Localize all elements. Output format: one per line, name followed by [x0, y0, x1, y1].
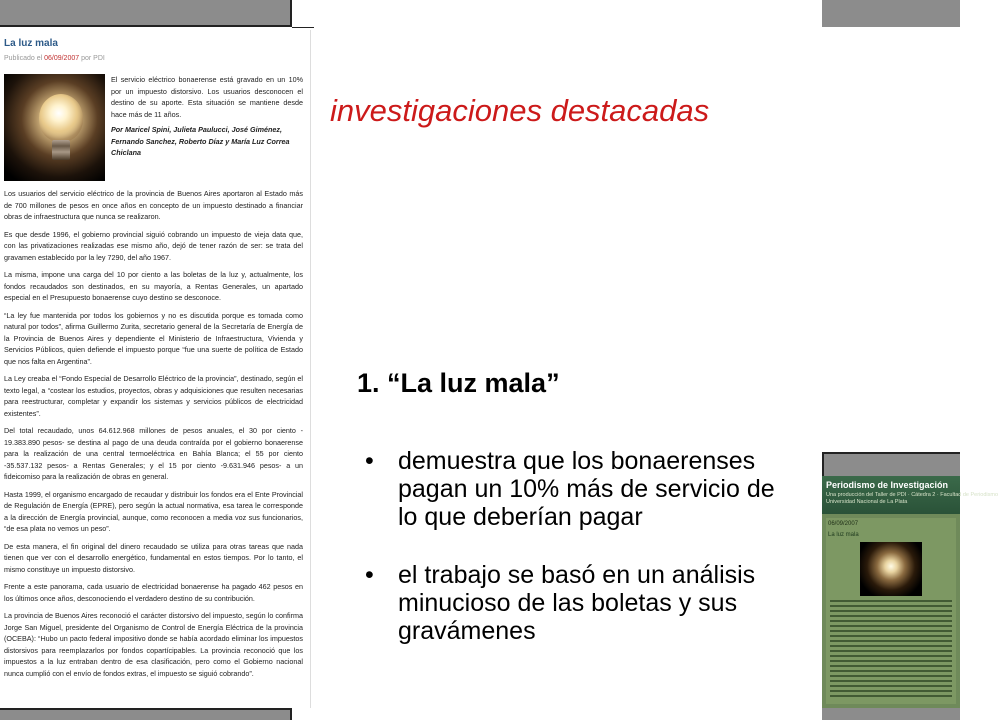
meta-date: 06/09/2007	[44, 55, 80, 62]
article-paragraph: Del total recaudado, unos 64.612.968 millones de pesos anuales, el 30 por ciento - 19.383.890 pesos- se destina al pago de una deuda contraída por el gobierno bonaerense para la realización de una central termoeléctrica en Bahía Blanca; el 55 por ciento -35.537.132 pesos- a Rentas Generales; y el 15 por ciento -9.631.946 pesos- a un fideicomiso para la realización de obras en general.	[4, 426, 303, 481]
slide-bullet-list	[365, 447, 795, 675]
article-paragraph: La provincia de Buenos Aires reconoció el carácter distorsivo del impuesto, según lo confirma Jorge San Miguel, presidente del Organismo de Control de Energía Eléctrica de la provincia (OCEBA): “Hubo un pacto federal impositivo donde se había acordado eliminar los impuestos distorsivos para reemplazarlos por fondos copartícipables. La provincia reconoció que los impuestos a la luz entraban dentro de esa clasificación, pero como el Gobierno nacional nunca cumplió con el envío de fondos extras, el impuesto se siguió cobrando”.	[4, 611, 303, 678]
article-screenshot	[0, 30, 311, 708]
slide-subheading: 1. “La luz mala”	[357, 368, 560, 398]
thumbnail-subtitle	[826, 492, 998, 506]
bullet-text: el trabajo se basó en un análisis minucioso de las boletas y sus gravámenes	[398, 561, 756, 645]
article-paragraph: Hasta 1999, el organismo encargado de recaudar y distribuir los fondos era el Ente Provincial de Regulación de Energía (EPRE), pero según la actual normativa, esa tarea le corresponde a la dirección de Energía provincial, aunque, como reconocen a media voz sus funcionarios, “de esa plata no vemos un peso”.	[4, 489, 303, 533]
article-lead: El servicio eléctrico bonaerense está gravado en un 10% por un impuesto distorsivo. Los usuarios desconocen el destino de su aporte. Esta situación se mantiene desde hace más de 11 años.	[111, 75, 303, 119]
thumbnail-subtitle-line: Universidad Nacional de La Plata	[826, 499, 908, 505]
top-left-frame-bar	[0, 0, 292, 27]
website-thumbnail	[822, 476, 998, 708]
article-paragraph: Es que desde 1996, el gobierno provincial siguió cobrando un impuesto de vieja data que, con las privatizaciones realizadas ese mismo año, dejó de tener razón de ser: se trata del gravamen establecido por la ley 7290, del año 1967.	[4, 229, 303, 262]
article-paragraph: Los usuarios del servicio eléctrico de la provincia de Buenos Aires aportaron al Estado más de 700 millones de pesos en once años en concepto de un impuesto destinado a financiar obras de infraestructura que nunca se realizaron.	[4, 189, 303, 221]
slide-heading: investigaciones destacadas	[330, 93, 710, 128]
article-authors: Por Maricel Spini, Julieta Paulucci, José Giménez, Fernando Sanchez, Roberto Díaz y María Luz Correa Chiclana	[111, 125, 290, 157]
article-paragraph: “La ley fue mantenida por todos los gobiernos y no es discutida porque es tomada como natural por todos”, afirma Guillermo Zurita, secretario general de la Secretaría de Energía de la Provincia de Buenos Aires y dependiente el Ministerio de Infraestructura, Vivienda y Servicios Públicos, quien defiende el impuesto porque “fue una suerte de política de Estado que nos falta en Argentina”.	[4, 310, 303, 366]
thumbnail-subtitle-line: Una producción del Taller de PDI · Cátedra 2 · Facultad de Periodismo	[826, 492, 998, 498]
bullet-dot: •	[365, 447, 374, 475]
bottom-left-frame-bar	[0, 708, 292, 720]
thumbnail-bulb-photo	[860, 542, 922, 596]
bullet-item	[365, 561, 795, 645]
meta-prefix: Publicado el	[4, 55, 45, 62]
thumbnail-title: Periodismo de Investigación	[826, 480, 949, 490]
thumbnail-text-lines	[830, 600, 952, 700]
thumbnail-date: 06/09/2007	[828, 521, 859, 527]
bulb-base	[52, 140, 70, 160]
thumbnail-header	[822, 476, 998, 514]
bullet-text: demuestra que los bonaerenses pagan un 10% más de servicio de lo que deberían pagar	[398, 447, 775, 531]
article-meta	[4, 55, 105, 62]
article-paragraph: La misma, impone una carga del 10 por ciento a las boletas de la luz y, actualmente, los fondos recaudados son destinados, en su mayoría, a Rentas Generales, un apartado especial en el Presupuesto bonaerense cuyo destino se desconoce.	[4, 270, 303, 302]
thumbnail-article-link[interactable]: La luz mala	[828, 532, 859, 538]
article-body	[4, 188, 303, 685]
top-right-frame-bar	[822, 0, 960, 27]
bulb-glass	[39, 94, 83, 142]
bullet-item	[365, 447, 795, 531]
article-title[interactable]: La luz mala	[4, 38, 58, 49]
light-bulb-photo	[4, 74, 105, 181]
article-paragraph: Frente a este panorama, cada usuario de electricidad bonaerense ha pagado 462 pesos en los últimos once años, desconociendo el verdadero destino de su contribución.	[4, 582, 303, 603]
article-paragraph: La Ley creaba el “Fondo Especial de Desarrollo Eléctrico de la provincia”, destinado, según el texto legal, a “costear los estudios, proyectos, obras y adquisiciones que resulten necesarias para reestructurar, completar y expandir los sistemas y servicios públicos de electricidad existentes”.	[4, 374, 303, 418]
bottom-right-frame-bar	[822, 708, 960, 720]
meta-suffix: por PDI	[79, 55, 105, 62]
frame-divider	[292, 27, 314, 28]
article-paragraph: De esta manera, el fin original del dinero recaudado se utiliza para otras tareas que nada tienen que ver con el desarrollo energético, fundamental en estos tiempos. Por lo tanto, el mismo constituye un impuesto distorsivo.	[4, 541, 303, 574]
bullet-dot: •	[365, 561, 374, 589]
right-frame-bar	[822, 452, 960, 476]
